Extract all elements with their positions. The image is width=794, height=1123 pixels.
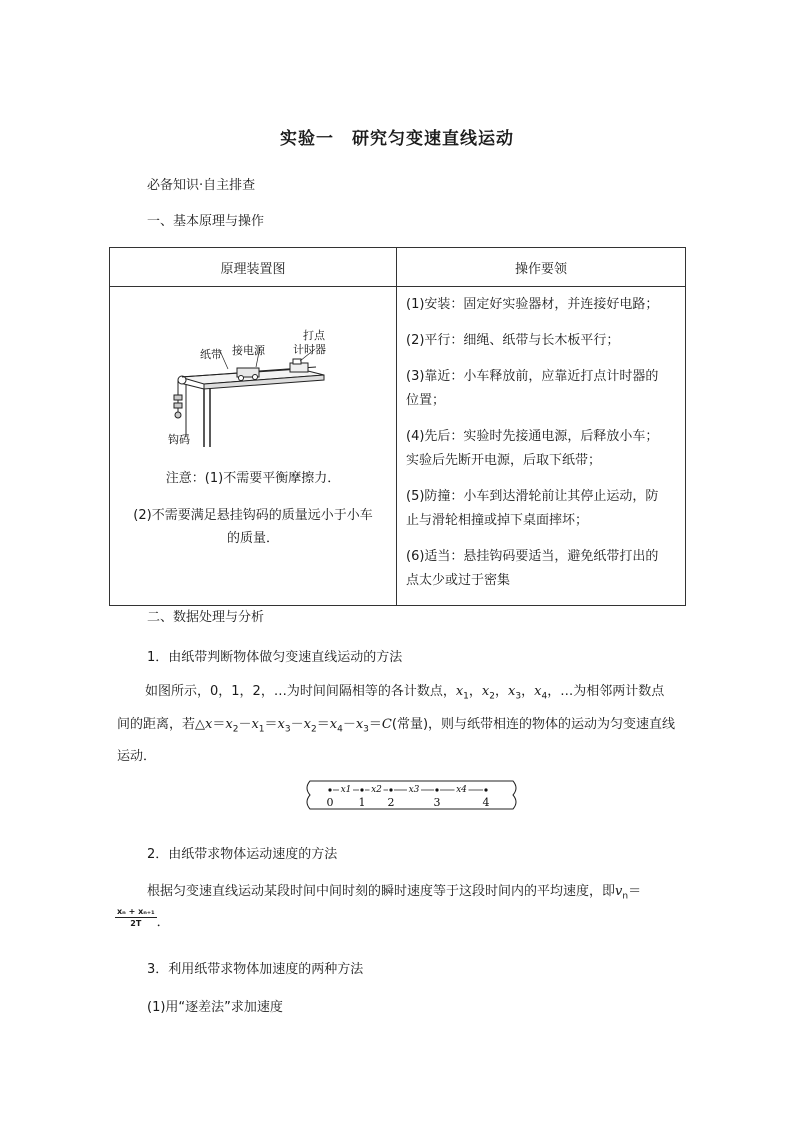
tape-point-0 [328, 788, 331, 791]
item-3-sub-1: (1)用“逐差法”求加速度 [147, 1000, 283, 1015]
page-title: 实验一 研究匀变速直线运动 [280, 129, 514, 149]
section-heading-2: 二、数据处理与分析 [147, 610, 265, 625]
paragraph-2: 根据匀变速直线运动某段时间中间时刻的瞬时速度等于这段时间内的平均速度，即$v_n=$ [147, 884, 642, 902]
formula-numerator: xₙ + xₙ₊₁ [117, 907, 155, 916]
tape-point-2 [389, 788, 392, 791]
velocity-formula: $\frac{\text{xₙ + xₙ₊₁}}{2T}$ ． [117, 907, 170, 930]
tape-point-label: 4 [482, 796, 490, 809]
tape-point-3 [435, 788, 438, 791]
tape-segment-label: x2 [371, 785, 382, 795]
subtitle: 必备知识·自主排查 [147, 178, 256, 193]
op-item-3: (3)靠近：小车释放前，应靠近打点计时器的 位置； [406, 369, 659, 408]
tape-point-4 [484, 788, 487, 791]
item-2-heading: 2．由纸带求物体运动速度的方法 [147, 847, 338, 862]
note-2-line-1: (2)不需要满足悬挂钩码的质量远小于小车 [133, 508, 373, 523]
tape-point-1 [360, 788, 363, 791]
note-2-line-2: 的质量． [226, 531, 279, 546]
tape-point-label: 0 [326, 796, 334, 809]
principle-table [109, 247, 686, 606]
item-1-heading: 1．由纸带判断物体做匀变速直线运动的方法 [147, 650, 403, 665]
paper-tape-figure [306, 778, 520, 814]
apparatus-diagram [110, 287, 396, 452]
item-3-heading: 3．利用纸带求物体加速度的两种方法 [147, 962, 364, 977]
note-1: 注意：(1)不需要平衡摩擦力． [165, 471, 341, 486]
tape-segment-label: x3 [408, 785, 420, 795]
label-timer-1: 打点 [303, 329, 325, 342]
label-paper-tape: 纸带 [200, 348, 222, 361]
tape-segment-label: x4 [456, 785, 467, 795]
tape-segment-label: x1 [340, 785, 352, 795]
tape-point-label: 3 [433, 796, 441, 809]
op-item-1: (1)安装：固定好实验器材，并连接好电路； [406, 297, 659, 312]
label-hook-weight: 钩码 [168, 433, 190, 446]
tape-point-label: 2 [387, 796, 395, 809]
label-timer-2: 计时器 [293, 343, 326, 356]
tape-point-label: 1 [358, 796, 366, 809]
section-heading-1: 一、基本原理与操作 [147, 214, 265, 229]
paragraph-1: 如图所示，0，1，2，…为时间间隔相等的各计数点，$x_1$，$x_2$，$x_3$，$x_4$，…为相邻两计数点间的距离，若$\triangle x=x_2-x_1=x_3-x_2=x_4-x_3=C$(常量)，则与纸带相连的物体的运动为匀变速直线运动． [117, 684, 676, 765]
op-item-2: (2)平行：细绳、纸带与长木板平行； [406, 333, 620, 348]
table-header-operations: 操作要领 [397, 248, 686, 287]
label-power: 接电源 [232, 344, 265, 357]
table-header-apparatus: 原理装置图 [110, 248, 397, 287]
formula-denominator: 2T [130, 919, 142, 928]
op-item-4: (4)先后：实验时先接通电源，后释放小车； 实验后先断开电源，后取下纸带； [406, 429, 659, 468]
op-item-6: (6)适当：悬挂钩码要适当，避免纸带打出的 点太少或过于密集 [406, 549, 659, 588]
op-item-5: (5)防撞：小车到达滑轮前让其停止运动，防 止与滑轮相撞或掉下桌面摔坏； [406, 489, 659, 528]
apparatus-cell [110, 287, 397, 606]
operations-cell [397, 287, 686, 606]
